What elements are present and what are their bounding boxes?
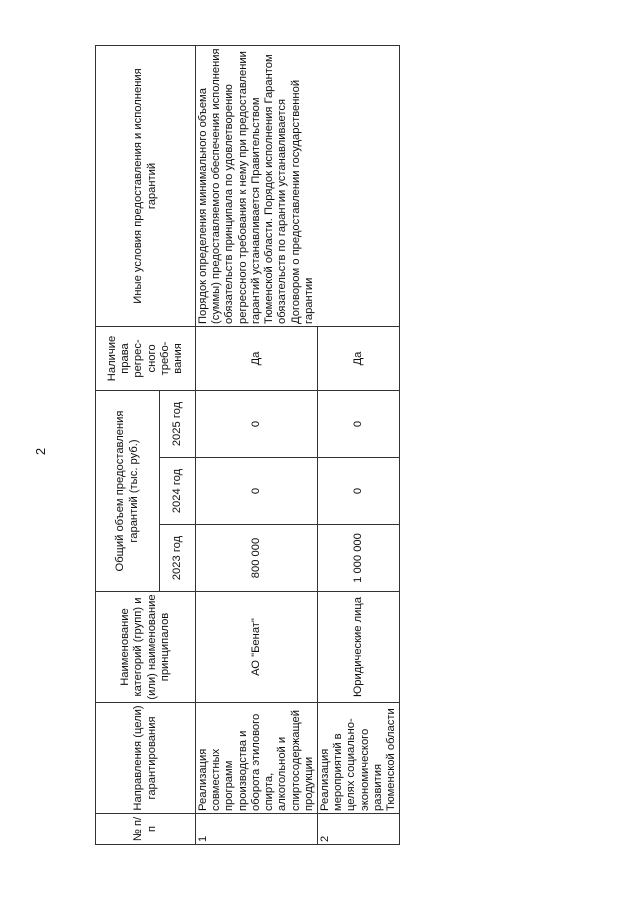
page-number: 2 — [33, 447, 49, 456]
header-2025: 2025 год — [160, 390, 196, 457]
row2-category: Юридические лица — [317, 592, 399, 703]
row1-2025: 0 — [196, 390, 318, 457]
header-2023: 2023 год — [160, 525, 196, 592]
header-2024: 2024 год — [160, 458, 196, 525]
row1-2024: 0 — [196, 458, 318, 525]
guarantees-table-container — [95, 46, 398, 845]
header-volume: Общий объем предоставления гарантий (тыс. руб.) — [96, 390, 160, 591]
header-category: Наименование категорий (групп) и (или) наименование принципалов — [96, 592, 196, 703]
row2-num: 2 — [317, 814, 399, 845]
row1-direction: Реализация совместных программ производства и оборота этилового спирта, алкогольной и спиртосодержащей продукции — [196, 703, 318, 814]
header-num: № п/п — [96, 814, 196, 845]
row1-num: 1 — [196, 814, 318, 845]
row2-2023: 1 000 000 — [317, 525, 399, 592]
row2-2025: 0 — [317, 390, 399, 457]
row1-2023: 800 000 — [196, 525, 318, 592]
other-conditions: Порядок определения минимального объема (суммы) предоставляемого обеспечения исполнения обязательств принципала по удовлетворению регрессного требования к нему при предоставлении гарантий устанавливается Правительством Тюменской области. Порядок исполнения Гарантом обязательств по гарантии устанавливается Договором о предоставлении государственной гарантии — [196, 45, 400, 326]
header-row — [96, 45, 160, 844]
row2-2024: 0 — [317, 458, 399, 525]
row2-regress: Да — [317, 326, 399, 390]
header-other: Иные условия предоставления и исполнения гарантий — [96, 45, 196, 326]
guarantees-table — [95, 45, 400, 845]
row1-regress: Да — [196, 326, 318, 390]
table-row — [196, 45, 318, 844]
row1-category: АО "Бенат" — [196, 592, 318, 703]
row2-direction: Реализация мероприятий в целях социально-экономического развития Тюменской области — [317, 703, 399, 814]
header-direction: Направления (цели) гарантирования — [96, 703, 196, 814]
header-regress: Наличие права регрес-сного требо-вания — [96, 326, 196, 390]
